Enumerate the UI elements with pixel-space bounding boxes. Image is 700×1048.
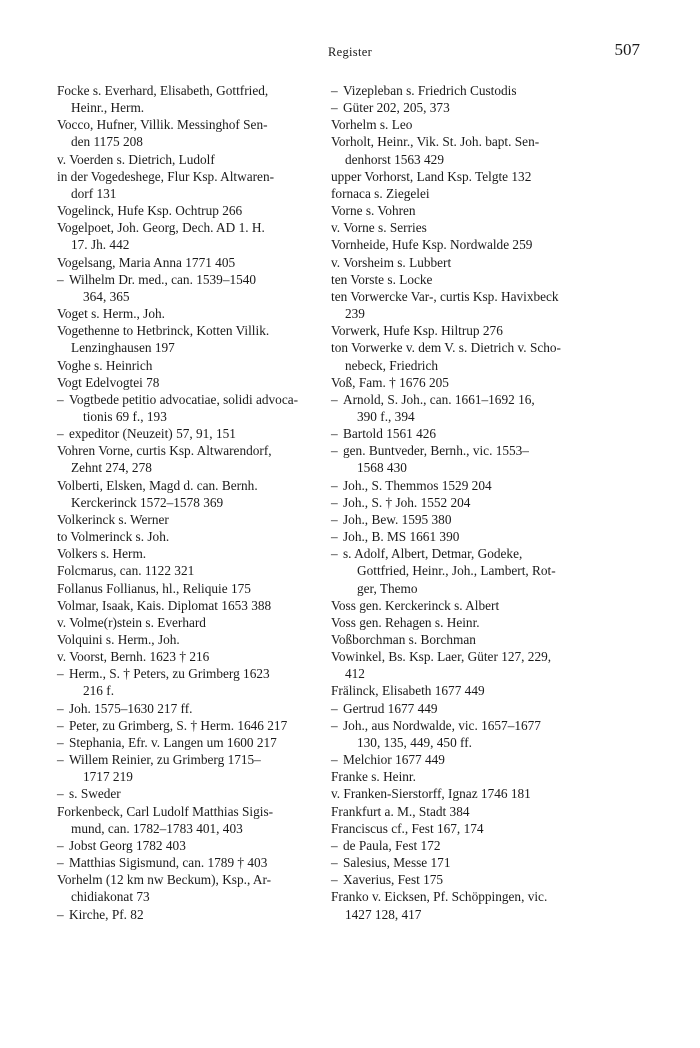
subentry-dash: – (57, 837, 64, 853)
entry-line: Volkerinck s. Werner (57, 511, 169, 527)
subentry-dash: – (331, 477, 338, 493)
entry-line: Salesius, Messe 171 (343, 855, 451, 871)
entry-continuation-line: dorf 131 (71, 185, 117, 201)
entry-continuation-line: nebeck, Friedrich (345, 357, 439, 373)
entry-line: Voss gen. Kerckerinck s. Albert (331, 597, 500, 613)
index-entry (331, 168, 591, 185)
subentry-dash: – (57, 700, 64, 716)
entry-line: de Paula, Fest 172 (343, 837, 441, 853)
entry-continuation-line: tionis 69 f., 193 (83, 408, 167, 424)
entry-line: expeditor (Neuzeit) 57, 91, 151 (69, 426, 236, 442)
entry-line: Kirche, Pf. 82 (69, 906, 144, 922)
entry-line: Volquini s. Herm., Joh. (57, 632, 180, 647)
entry-continuation-line: 130, 135, 449, 450 ff. (357, 734, 472, 750)
index-entry (57, 425, 317, 442)
entry-line: in der Vogedeshege, Flur Ksp. Altwaren- (57, 168, 275, 184)
entry-continuation-line: ger, Themo (357, 580, 418, 596)
subentry-dash: – (331, 443, 338, 459)
entry-line: v. Vorsheim s. Lubbert (331, 254, 452, 270)
index-entry (57, 717, 317, 734)
subentry-dash: – (57, 426, 64, 442)
entry-line: Herm., S. † Peters, zu Grimberg 1623 (69, 666, 270, 682)
index-entry (331, 682, 591, 699)
entry-line: Vorhelm s. Leo (331, 117, 413, 133)
subentry-dash: – (331, 752, 338, 768)
entry-line: fornaca s. Ziegelei (331, 185, 430, 201)
subentry-dash: – (57, 717, 64, 733)
entry-line: Voss gen. Rehagen s. Heinr. (331, 614, 480, 630)
entry-line: v. Voorst, Bernh. 1623 † 216 (57, 649, 210, 665)
subentry-dash: – (331, 700, 338, 716)
index-entry (331, 700, 591, 717)
subentry-dash: – (57, 391, 64, 407)
entry-continuation-line: 364, 365 (83, 288, 130, 304)
entry-line: Vohren Vorne, curtis Ksp. Altwarendorf, (57, 443, 272, 459)
index-entry (331, 236, 591, 253)
entry-continuation-line: 390 f., 394 (357, 408, 415, 424)
index-entry (331, 219, 591, 236)
index-column-right (331, 82, 591, 923)
index-entry (331, 477, 591, 494)
page-number: 507 (614, 40, 640, 59)
entry-line: ten Vorste s. Locke (331, 271, 433, 287)
subentry-dash: – (331, 872, 338, 888)
index-entry (57, 648, 317, 665)
entry-line: Stephania, Efr. v. Langen um 1600 217 (69, 734, 277, 750)
entry-line: Vogelpoet, Joh. Georg, Dech. AD 1. H. (57, 220, 265, 236)
index-entry (331, 425, 591, 442)
subentry-dash: – (331, 855, 338, 871)
index-entry (57, 614, 317, 631)
index-entry (57, 442, 317, 476)
entry-line: Joh., aus Nordwalde, vic. 1657–1677 (343, 717, 541, 733)
index-entry (331, 391, 591, 425)
entry-line: Joh., B. MS 1661 390 (343, 529, 460, 545)
index-entry (331, 837, 591, 854)
entry-line: Wilhelm Dr. med., can. 1539–1540 (69, 271, 257, 287)
index-entry (57, 305, 317, 322)
entry-line: Vizepleban s. Friedrich Custodis (343, 83, 517, 98)
index-entry (331, 82, 591, 99)
index-entry (331, 717, 591, 751)
entry-line: Xaverius, Fest 175 (343, 872, 444, 888)
entry-line: Gertrud 1677 449 (343, 700, 438, 716)
entry-line: s. Adolf, Albert, Detmar, Godeke, (343, 546, 523, 562)
subentry-dash: – (57, 666, 64, 682)
subentry-dash: – (57, 734, 64, 750)
index-entry (331, 322, 591, 339)
entry-continuation-line: 216 f. (83, 683, 115, 699)
index-entry (57, 906, 317, 923)
entry-line: s. Sweder (69, 786, 121, 802)
index-entry (57, 854, 317, 871)
entry-line: Güter 202, 205, 373 (343, 100, 450, 116)
index-entry (331, 202, 591, 219)
subentry-dash: – (331, 717, 338, 733)
index-entry (331, 545, 591, 596)
entry-continuation-line: 239 (345, 306, 365, 322)
index-entry (331, 768, 591, 785)
entry-line: Vogelsang, Maria Anna 1771 405 (57, 254, 236, 270)
index-entry (331, 374, 591, 391)
entry-line: Jobst Georg 1782 403 (69, 837, 186, 853)
index-entry (331, 494, 591, 511)
index-entry (331, 820, 591, 837)
index-entry (331, 254, 591, 271)
index-entry (57, 511, 317, 528)
index-entry (57, 871, 317, 905)
index-entry (331, 785, 591, 802)
index-entry (331, 116, 591, 133)
entry-line: Volmar, Isaak, Kais. Diplomat 1653 388 (57, 597, 272, 613)
index-entry (57, 665, 317, 699)
entry-line: ten Vorwercke Var-, curtis Ksp. Havixbeck (331, 288, 559, 304)
entry-continuation-line: 1427 128, 417 (345, 906, 422, 922)
index-entry (57, 357, 317, 374)
entry-line: ton Vorwerke v. dem V. s. Dietrich v. Scho- (331, 340, 561, 356)
entry-line: Vorwerk, Hufe Ksp. Hiltrup 276 (331, 323, 503, 339)
entry-continuation-line: Lenzinghausen 197 (71, 340, 175, 356)
entry-line: Vogt Edelvogtei 78 (57, 374, 160, 390)
index-entry (57, 580, 317, 597)
index-entry (57, 785, 317, 802)
index-entry (57, 751, 317, 785)
entry-line: Vorholt, Heinr., Vik. St. Joh. bapt. Sen- (331, 134, 540, 150)
entry-continuation-line: 1568 430 (357, 460, 407, 476)
entry-continuation-line: Kerckerinck 1572–1578 369 (71, 494, 224, 510)
index-entry (57, 837, 317, 854)
entry-line: Vogtbede petitio advocatiae, solidi advoca- (69, 391, 299, 407)
subentry-dash: – (331, 426, 338, 442)
index-entry (331, 528, 591, 545)
entry-continuation-line: mund, can. 1782–1783 401, 403 (71, 820, 243, 836)
index-entry (57, 562, 317, 579)
entry-continuation-line: 1717 219 (83, 769, 133, 785)
entry-line: Melchior 1677 449 (343, 752, 445, 768)
entry-line: Focke s. Everhard, Elisabeth, Gottfried, (57, 83, 269, 98)
index-entry (331, 597, 591, 614)
subentry-dash: – (331, 511, 338, 527)
entry-line: v. Voerden s. Dietrich, Ludolf (57, 151, 215, 167)
subentry-dash: – (331, 100, 338, 116)
subentry-dash: – (331, 529, 338, 545)
index-entry (57, 597, 317, 614)
entry-line: Vornheide, Hufe Ksp. Nordwalde 259 (331, 237, 533, 253)
entry-line: Joh., S. † Joh. 1552 204 (343, 494, 471, 510)
entry-continuation-line: Heinr., Herm. (71, 100, 145, 116)
entry-continuation-line: denhorst 1563 429 (345, 151, 444, 167)
subentry-dash: – (331, 546, 338, 562)
entry-continuation-line: chidiakonat 73 (71, 889, 150, 905)
index-entry (57, 545, 317, 562)
entry-line: Vorhelm (12 km nw Beckum), Ksp., Ar- (57, 872, 272, 888)
subentry-dash: – (57, 786, 64, 802)
entry-line: Vogethenne to Hetbrinck, Kotten Villik. (57, 323, 270, 339)
index-entry (331, 751, 591, 768)
index-entry (331, 803, 591, 820)
subentry-dash: – (331, 837, 338, 853)
index-entry (331, 442, 591, 476)
index-entry (331, 339, 591, 373)
subentry-dash: – (331, 83, 338, 98)
entry-line: Voghe s. Heinrich (57, 357, 153, 373)
index-entry (57, 477, 317, 511)
index-entry (57, 219, 317, 253)
entry-line: Vowinkel, Bs. Ksp. Laer, Güter 127, 229, (331, 649, 552, 665)
index-entry (57, 631, 317, 648)
entry-line: Peter, zu Grimberg, S. † Herm. 1646 217 (69, 717, 288, 733)
entry-line: gen. Buntveder, Bernh., vic. 1553– (343, 443, 529, 459)
entry-line: v. Volme(r)stein s. Everhard (57, 614, 206, 630)
index-entry (57, 116, 317, 150)
entry-line: Joh., S. Themmos 1529 204 (343, 477, 492, 493)
index-entry (331, 631, 591, 648)
entry-line: Vogelinck, Hufe Ksp. Ochtrup 266 (57, 203, 243, 219)
entry-line: Forkenbeck, Carl Ludolf Matthias Sigis- (57, 803, 274, 819)
entry-line: Joh., Bew. 1595 380 (343, 511, 452, 527)
entry-line: Franciscus cf., Fest 167, 174 (331, 820, 484, 836)
index-entry (57, 82, 317, 116)
entry-line: v. Franken-Sierstorff, Ignaz 1746 181 (331, 786, 531, 802)
entry-line: Frälinck, Elisabeth 1677 449 (331, 683, 485, 699)
index-entry (57, 803, 317, 837)
subentry-dash: – (57, 271, 64, 287)
index-entry (331, 271, 591, 288)
entry-line: Folcmarus, can. 1122 321 (57, 563, 195, 579)
index-entry (57, 700, 317, 717)
entry-line: Bartold 1561 426 (343, 426, 437, 442)
entry-line: Follanus Follianus, hl., Reliquie 175 (57, 580, 251, 596)
index-entry (57, 391, 317, 425)
index-entry (57, 322, 317, 356)
subentry-dash: – (331, 391, 338, 407)
index-entry (57, 374, 317, 391)
entry-continuation-line: den 1175 208 (71, 134, 143, 150)
subentry-dash: – (57, 752, 64, 768)
entry-line: Franko v. Eicksen, Pf. Schöppingen, vic. (331, 889, 548, 905)
subentry-dash: – (57, 906, 64, 922)
entry-line: Voß, Fam. † 1676 205 (331, 374, 449, 390)
index-entry (57, 202, 317, 219)
entry-continuation-line: Zehnt 274, 278 (71, 460, 152, 476)
entry-line: Arnold, S. Joh., can. 1661–1692 16, (343, 391, 535, 407)
index-entry (331, 648, 591, 682)
index-entry (331, 133, 591, 167)
index-entry (331, 614, 591, 631)
entry-line: Voget s. Herm., Joh. (57, 306, 165, 322)
index-entry (331, 99, 591, 116)
index-entry (57, 271, 317, 305)
entry-continuation-line: 17. Jh. 442 (71, 237, 130, 253)
index-entry (57, 151, 317, 168)
index-entry (57, 528, 317, 545)
index-entry (331, 871, 591, 888)
entry-line: Volkers s. Herm. (57, 546, 147, 562)
subentry-dash: – (331, 494, 338, 510)
entry-continuation-line: Gottfried, Heinr., Joh., Lambert, Rot- (357, 563, 556, 579)
index-entry (331, 888, 591, 922)
running-header-title: Register (327, 45, 373, 59)
subentry-dash: – (57, 855, 64, 871)
index-entry (331, 185, 591, 202)
index-entry (57, 168, 317, 202)
index-entry (331, 511, 591, 528)
entry-line: Voßborchman s. Borchman (331, 632, 476, 647)
entry-line: Willem Reinier, zu Grimberg 1715– (69, 752, 261, 768)
entry-line: v. Vorne s. Serries (331, 220, 427, 236)
index-column-left (57, 82, 317, 923)
index-entry (331, 854, 591, 871)
entry-line: Volberti, Elsken, Magd d. can. Bernh. (57, 477, 258, 493)
entry-line: Joh. 1575–1630 217 ff. (69, 700, 193, 716)
entry-line: Matthias Sigismund, can. 1789 † 403 (69, 855, 268, 871)
entry-line: Frankfurt a. M., Stadt 384 (331, 803, 470, 819)
entry-line: Vocco, Hufner, Villik. Messinghof Sen- (57, 117, 268, 133)
entry-line: Vorne s. Vohren (331, 203, 416, 219)
index-entry (57, 254, 317, 271)
entry-line: Franke s. Heinr. (331, 769, 416, 785)
entry-continuation-line: 412 (345, 666, 365, 682)
entry-line: upper Vorhorst, Land Ksp. Telgte 132 (331, 168, 532, 184)
index-entry (57, 734, 317, 751)
index-entry (331, 288, 591, 322)
entry-line: to Volmerinck s. Joh. (57, 529, 170, 545)
